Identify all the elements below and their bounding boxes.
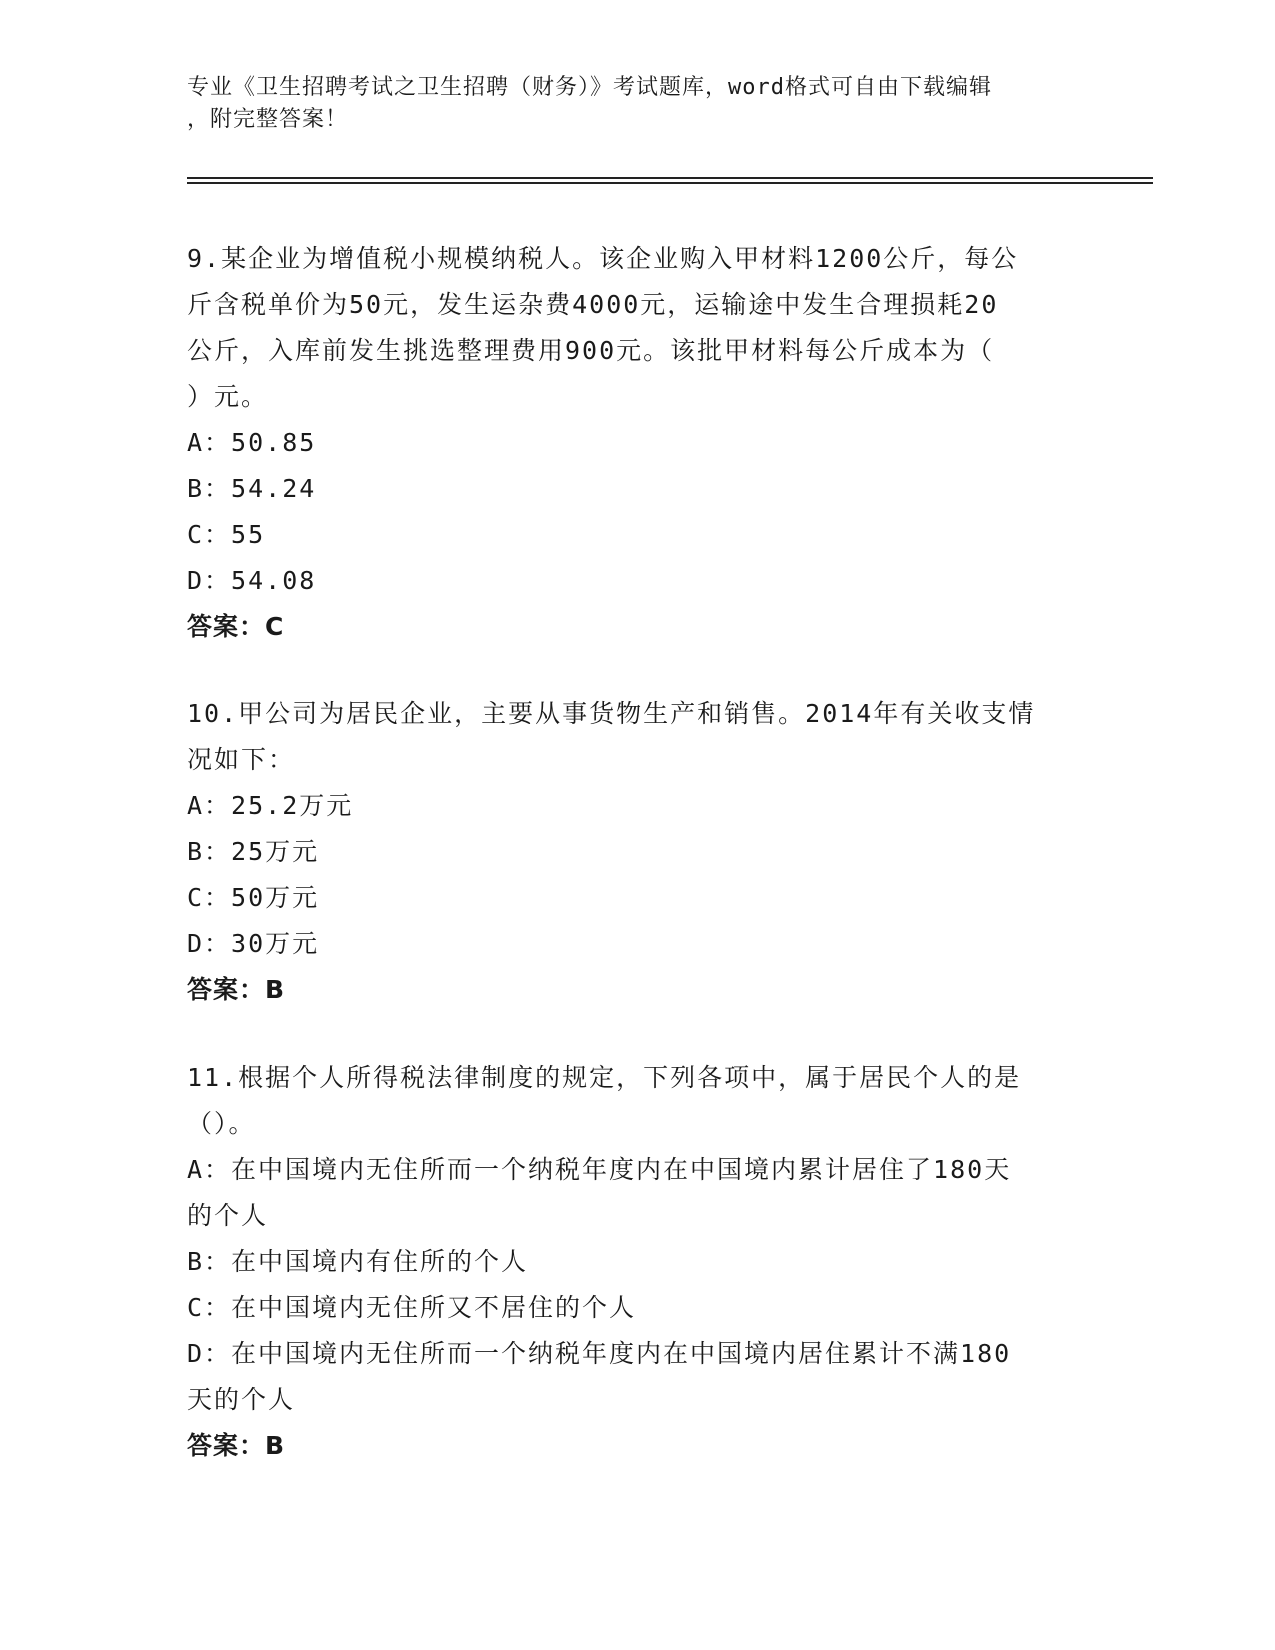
option-b: B：54.24 bbox=[187, 474, 317, 503]
stem-line: 况如下： bbox=[187, 745, 296, 774]
option-line: 的个人 bbox=[187, 1201, 269, 1230]
question-stem bbox=[187, 691, 1087, 783]
question-10 bbox=[187, 691, 1087, 1013]
option-line: D：在中国境内无住所而一个纳税年度内在中国境内居住累计不满180 bbox=[187, 1339, 1012, 1368]
stem-line: 斤含税单价为50元，发生运杂费4000元，运输途中发生合理损耗20 bbox=[187, 290, 999, 319]
option-line: A：在中国境内无住所而一个纳税年度内在中国境内累计居住了180天 bbox=[187, 1155, 1012, 1184]
answer-line: 答案：B bbox=[187, 975, 286, 1004]
stem-line: ）元。 bbox=[187, 382, 269, 411]
question-9 bbox=[187, 236, 1087, 650]
question-stem bbox=[187, 236, 1087, 420]
header-divider-top bbox=[187, 177, 1153, 179]
option-a: A：50.85 bbox=[187, 428, 317, 457]
option-b: B：在中国境内有住所的个人 bbox=[187, 1247, 529, 1276]
stem-line: 11.根据个人所得税法律制度的规定，下列各项中，属于居民个人的是 bbox=[187, 1063, 1022, 1092]
stem-line: 9.某企业为增值税小规模纳税人。该企业购入甲材料1200公斤，每公 bbox=[187, 244, 1019, 273]
option-b: B：25万元 bbox=[187, 837, 320, 866]
option-c: C：55 bbox=[187, 520, 266, 549]
answer-line: 答案：C bbox=[187, 612, 285, 641]
stem-line: 公斤，入库前发生挑选整理费用900元。该批甲材料每公斤成本为（ bbox=[187, 336, 995, 365]
document-header bbox=[187, 72, 1067, 136]
option-c: C：50万元 bbox=[187, 883, 320, 912]
option-line: 天的个人 bbox=[187, 1385, 296, 1414]
header-line-2: ，附完整答案！ bbox=[187, 107, 349, 132]
option-d: D：54.08 bbox=[187, 566, 317, 595]
question-stem bbox=[187, 1055, 1087, 1147]
stem-line: 10.甲公司为居民企业，主要从事货物生产和销售。2014年有关收支情 bbox=[187, 699, 1036, 728]
stem-line: （）。 bbox=[187, 1109, 256, 1138]
answer-line: 答案：B bbox=[187, 1431, 286, 1460]
option-c: C：在中国境内无住所又不居住的个人 bbox=[187, 1293, 637, 1322]
question-11 bbox=[187, 1055, 1087, 1469]
option-a: A：25.2万元 bbox=[187, 791, 354, 820]
header-line-1: 专业《卫生招聘考试之卫生招聘（财务）》考试题库，word格式可自由下载编辑 bbox=[187, 75, 992, 100]
option-d bbox=[187, 1331, 1087, 1423]
header-divider-bottom bbox=[187, 182, 1153, 184]
option-d: D：30万元 bbox=[187, 929, 320, 958]
option-a bbox=[187, 1147, 1087, 1239]
